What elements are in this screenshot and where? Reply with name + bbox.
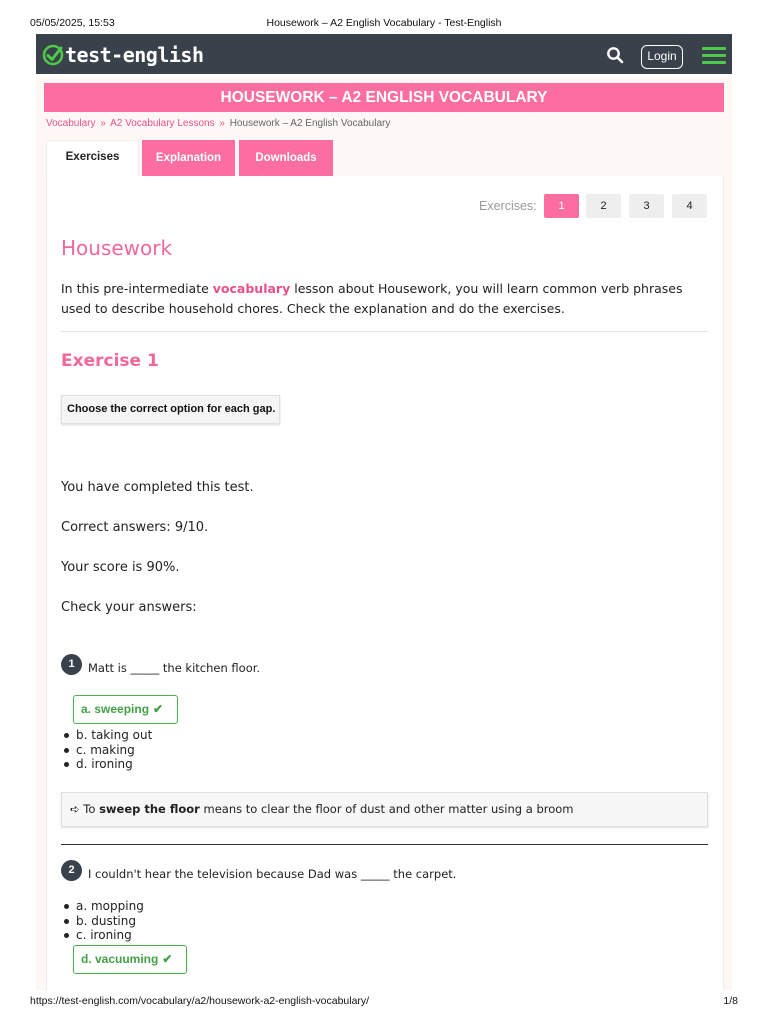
correct-answer (73, 945, 187, 974)
option-item: b. taking out (64, 728, 152, 743)
correct-answer-label: a. sweeping (81, 702, 150, 716)
exercise-heading: Exercise 1 (61, 351, 159, 371)
result-score: Your score is 90%. (61, 560, 180, 575)
print-header (0, 14, 768, 30)
breadcrumb (46, 118, 390, 129)
page-title: HOUSEWORK – A2 ENGLISH VOCABULARY (44, 83, 724, 112)
correct-answer (73, 695, 178, 724)
exercise-nav-label: Exercises: (479, 199, 537, 213)
breadcrumb-separator: » (100, 118, 106, 129)
explanation-pre: To (79, 802, 100, 816)
print-footer (0, 992, 768, 1010)
logo-check-icon (42, 44, 64, 66)
question-text: Matt is _____ the kitchen floor. (88, 661, 261, 675)
answer-options (64, 899, 144, 943)
exercise-page-button-2[interactable]: 2 (586, 194, 621, 218)
question-text: I couldn't hear the television because Dad was _____ the carpet. (88, 867, 457, 881)
breadcrumb-separator: » (219, 118, 225, 129)
option-item: a. mopping (64, 899, 144, 914)
exercise-page-button-3[interactable]: 3 (629, 194, 664, 218)
site-logo[interactable] (42, 43, 204, 67)
exercise-page-button-4[interactable]: 4 (672, 194, 707, 218)
print-date: 05/05/2025, 15:53 (30, 17, 115, 29)
checkmark-icon: ✔ (153, 702, 164, 716)
print-title: Housework – A2 English Vocabulary - Test-English (266, 17, 502, 29)
explanation-phrase: sweep the floor (99, 802, 200, 816)
lesson-heading: Housework (61, 236, 173, 260)
answer-explanation (61, 792, 708, 827)
hamburger-menu-icon[interactable] (702, 47, 726, 65)
option-item: d. ironing (64, 757, 152, 772)
option-item: b. dusting (64, 914, 144, 929)
breadcrumb-current: Housework – A2 English Vocabulary (229, 118, 391, 129)
correct-answer-label: d. vacuuming (81, 952, 159, 966)
logo-text: test-english (65, 43, 204, 67)
tab-explanation[interactable]: Explanation (142, 140, 235, 176)
divider (61, 331, 708, 332)
question-number-badge: 1 (61, 654, 82, 675)
tab-exercises[interactable]: Exercises (46, 140, 139, 176)
print-url: https://test-english.com/vocabulary/a2/housework-a2-english-vocabulary/ (30, 995, 370, 1007)
result-check-answers: Check your answers: (61, 600, 197, 615)
tab-downloads[interactable]: Downloads (239, 140, 333, 176)
arrow-icon: ➪ (70, 802, 80, 816)
checkmark-icon: ✔ (162, 952, 173, 966)
intro-text-start: In this pre-intermediate (61, 281, 213, 296)
exercise-page-button-1[interactable]: 1 (544, 194, 579, 218)
top-navbar (36, 34, 732, 74)
answer-options (64, 728, 152, 772)
intro-text-end: lesson about Housework, you will learn common verb phrases used to describe household chores. Check the explanation and do the exercises. (61, 281, 683, 316)
breadcrumb-vocabulary[interactable]: Vocabulary (46, 118, 96, 129)
question-divider (61, 844, 708, 845)
explanation-post: means to clear the floor of dust and other matter using a broom (199, 802, 574, 816)
lesson-intro (61, 279, 711, 319)
option-item: c. ironing (64, 928, 144, 943)
login-button[interactable]: Login (641, 45, 683, 69)
search-icon[interactable] (606, 46, 624, 64)
result-correct-answers: Correct answers: 9/10. (61, 520, 209, 535)
vocabulary-link[interactable]: vocabulary (212, 281, 291, 296)
print-page-number: 1/8 (723, 995, 738, 1007)
result-completed: You have completed this test. (61, 480, 254, 495)
breadcrumb-a2-lessons[interactable]: A2 Vocabulary Lessons (110, 118, 215, 129)
exercise-instruction: Choose the correct option for each gap. (61, 395, 280, 424)
option-item: c. making (64, 743, 152, 758)
question-number-badge: 2 (61, 860, 82, 881)
